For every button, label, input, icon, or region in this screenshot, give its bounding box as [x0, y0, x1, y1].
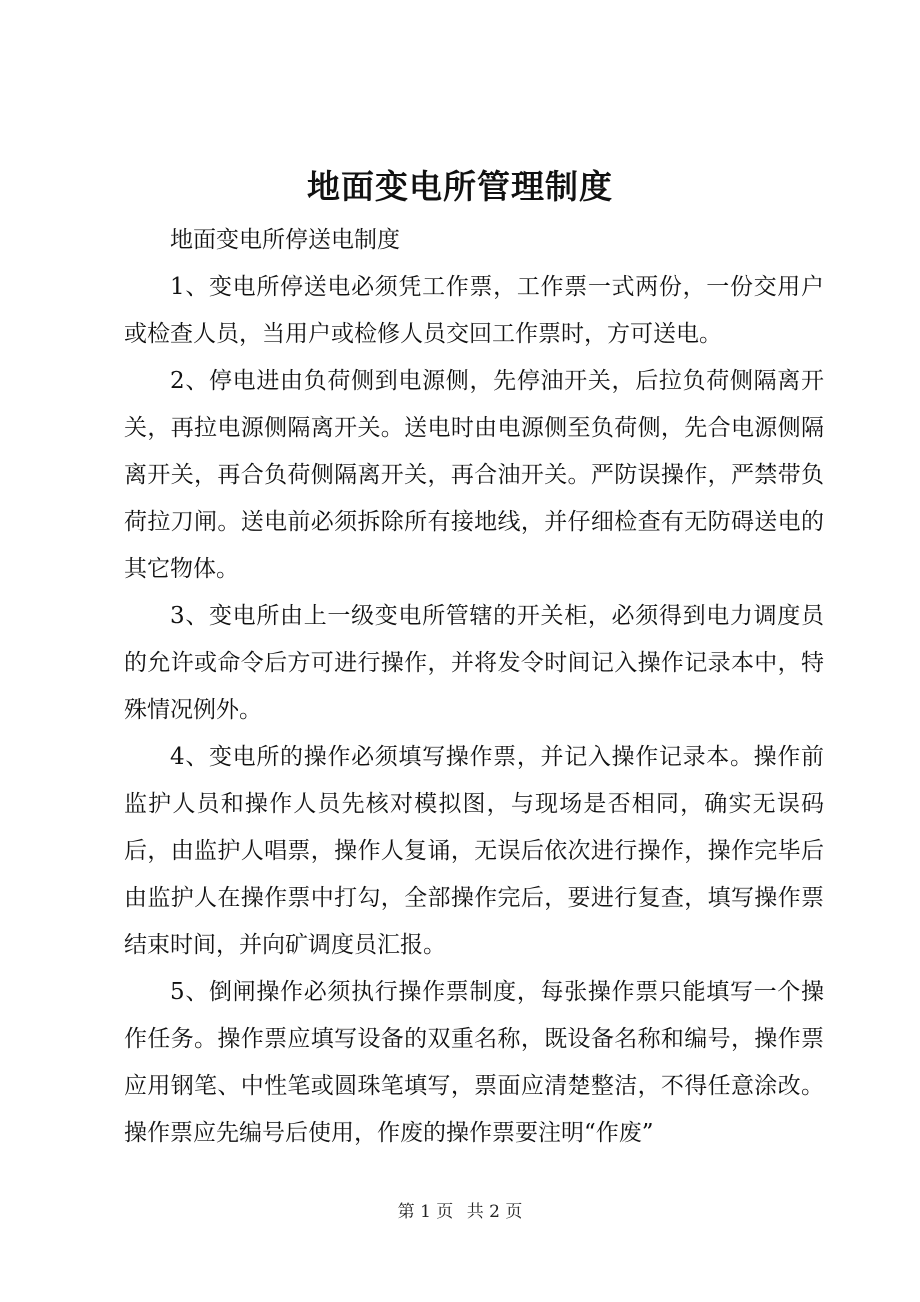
paragraph-5: 5、倒闸操作必须执行操作票制度，每张操作票只能填写一个操作任务。操作票应填写设备的双重名称，既设备名称和编号，操作票应用钢笔、中性笔或圆珠笔填写，票面应清楚整洁，不得任意涂改。操作票应先编号后使用，作废的操作票要注明“作废” — [124, 979, 824, 1146]
section-heading: 地面变电所停送电制度 — [170, 227, 400, 253]
paragraph-3: 3、变电所由上一级变电所管辖的开关柜，必须得到电力调度员的允许或命令后方可进行操作，并将发令时间记入操作记录本中，特殊情况例外。 — [124, 603, 824, 723]
paragraph-2: 2、停电进由负荷侧到电源侧，先停油开关，后拉负荷侧隔离开关，再拉电源侧隔离开关。送电时由电源侧至负荷侧，先合电源侧隔离开关，再合负荷侧隔离开关，再合油开关。严防误操作，严禁带负荷拉刀闸。送电前必须拆除所有接地线，并仔细检查有无防碍送电的其它物体。 — [124, 368, 824, 582]
paragraph-4: 4、变电所的操作必须填写操作票，并记入操作记录本。操作前监护人员和操作人员先核对模拟图，与现场是否相同，确实无误码后，由监护人唱票，操作人复诵，无误后依次进行操作，操作完毕后由监护人在操作票中打勾，全部操作完后，要进行复查，填写操作票结束时间，并向矿调度员汇报。 — [124, 744, 824, 958]
document-title: 地面变电所管理制度 — [307, 167, 613, 206]
paragraph-1: 1、变电所停送电必须凭工作票，工作票一式两份，一份交用户或检查人员，当用户或检修人员交回工作票时，方可送电。 — [124, 274, 824, 347]
page-footer — [0, 1200, 920, 1224]
document-body — [124, 217, 824, 1157]
page-number-current: 第 1 页 — [397, 1202, 454, 1222]
page-number-total: 共 2 页 — [466, 1202, 523, 1222]
